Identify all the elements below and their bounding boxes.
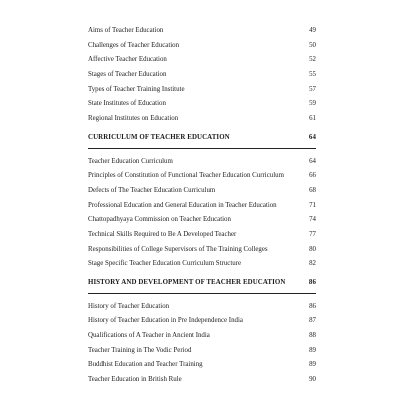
chapter-heading — [88, 131, 316, 146]
toc-entry — [88, 155, 316, 170]
chapter-heading-title: HISTORY AND DEVELOPMENT OF TEACHER EDUCATION — [88, 279, 286, 286]
toc-entry-title: Affective Teacher Education — [88, 56, 167, 64]
toc-entry — [88, 373, 316, 388]
toc-entry-title: Challenges of Teacher Education — [88, 41, 180, 49]
toc-entry — [88, 24, 316, 39]
toc-entry-page: 68 — [309, 186, 316, 194]
toc-entry-page: 59 — [309, 100, 316, 108]
chapter-heading-title: CURRICULUM OF TEACHER EDUCATION — [88, 133, 230, 141]
toc-entry-title: Stages of Teacher Education — [88, 71, 167, 79]
toc-entry-title: Professional Education and General Education in Teacher Education — [88, 201, 277, 209]
toc-entry-title: Buddhist Education and Teacher Training — [88, 361, 203, 369]
toc-entry — [88, 39, 316, 54]
toc-entry — [88, 257, 316, 272]
toc-entry-page: 80 — [309, 245, 316, 253]
toc-entry-title: Technical Skills Required to Be A Developed Teacher — [88, 230, 237, 238]
toc-entry-page: 49 — [309, 27, 316, 34]
toc-entry — [88, 300, 316, 315]
toc-entry — [88, 329, 316, 344]
toc-entry — [88, 112, 316, 127]
toc-entry-page: 86 — [309, 302, 316, 310]
toc-entry — [88, 228, 316, 243]
toc-entry-page: 52 — [309, 56, 316, 64]
toc-entry — [88, 358, 316, 373]
toc-entry-page: 64 — [309, 157, 316, 165]
toc-entry-page: 82 — [309, 260, 316, 268]
toc-entry-page: 55 — [309, 71, 316, 79]
toc-entry — [88, 243, 316, 258]
toc-entry-title: Defects of The Teacher Education Curriculum — [88, 186, 216, 194]
toc-entry-title: Teacher Training in The Vodic Period — [88, 346, 192, 354]
toc-entry-page: 66 — [309, 172, 316, 180]
toc-entry-page: 88 — [309, 332, 316, 340]
toc-entry-page: 71 — [309, 201, 316, 209]
toc-section-continued — [88, 24, 316, 127]
toc-entry-title: History of Teacher Education in Pre Independence India — [88, 317, 243, 325]
toc-entry — [88, 169, 316, 184]
chapter-heading-page: 86 — [308, 279, 316, 286]
toc-entry-page: 61 — [309, 115, 316, 123]
toc-entry-page: 77 — [309, 230, 316, 238]
toc-entry — [88, 344, 316, 359]
toc-entry-title: Teacher Education Curriculum — [88, 157, 173, 165]
toc-entry — [88, 184, 316, 199]
toc-entry — [88, 68, 316, 83]
toc-entry-title: History of Teacher Education — [88, 302, 170, 310]
toc-chapter-history — [88, 276, 316, 388]
toc-entry-title: Qualifications of A Teacher in Ancient India — [88, 332, 210, 340]
chapter-heading-page: 64 — [308, 133, 316, 141]
toc-entry-page: 74 — [309, 216, 316, 224]
toc-entry — [88, 199, 316, 214]
toc-entry-page: 90 — [309, 376, 316, 384]
chapter-heading — [88, 276, 316, 291]
toc-entry-page: 57 — [309, 85, 316, 93]
toc-entry — [88, 213, 316, 228]
toc-entry-title: Teacher Education in British Rule — [88, 376, 182, 384]
chapter-divider — [88, 148, 316, 149]
toc-entry — [88, 314, 316, 329]
toc-entry — [88, 53, 316, 68]
toc-entry-title: Chattopadhyaya Commission on Teacher Education — [88, 216, 231, 224]
toc-entry — [88, 83, 316, 98]
toc-entry — [88, 97, 316, 112]
toc-entry-title: Types of Teacher Training Institute — [88, 85, 185, 93]
toc-entry-page: 87 — [309, 317, 316, 325]
toc-entry-page: 89 — [309, 346, 316, 354]
toc-entry-page: 89 — [309, 361, 316, 369]
toc-entry-title: Principles of Constitution of Functional Teacher Education Curriculum — [88, 172, 284, 180]
toc-entry-title: Regional Institutes on Education — [88, 115, 179, 123]
toc-entry-title: State Institutes of Education — [88, 100, 166, 108]
toc-chapter-curriculum — [88, 131, 316, 272]
toc-entry-page: 50 — [309, 41, 316, 49]
toc-entry-title: Stage Specific Teacher Education Curriculum Structure — [88, 260, 242, 268]
toc-entry-title: Aims of Teacher Education — [88, 27, 164, 34]
chapter-divider — [88, 293, 316, 294]
toc-entry-title: Responsibilities of College Supervisors of The Training Colleges — [88, 245, 268, 253]
table-of-contents — [88, 24, 316, 388]
